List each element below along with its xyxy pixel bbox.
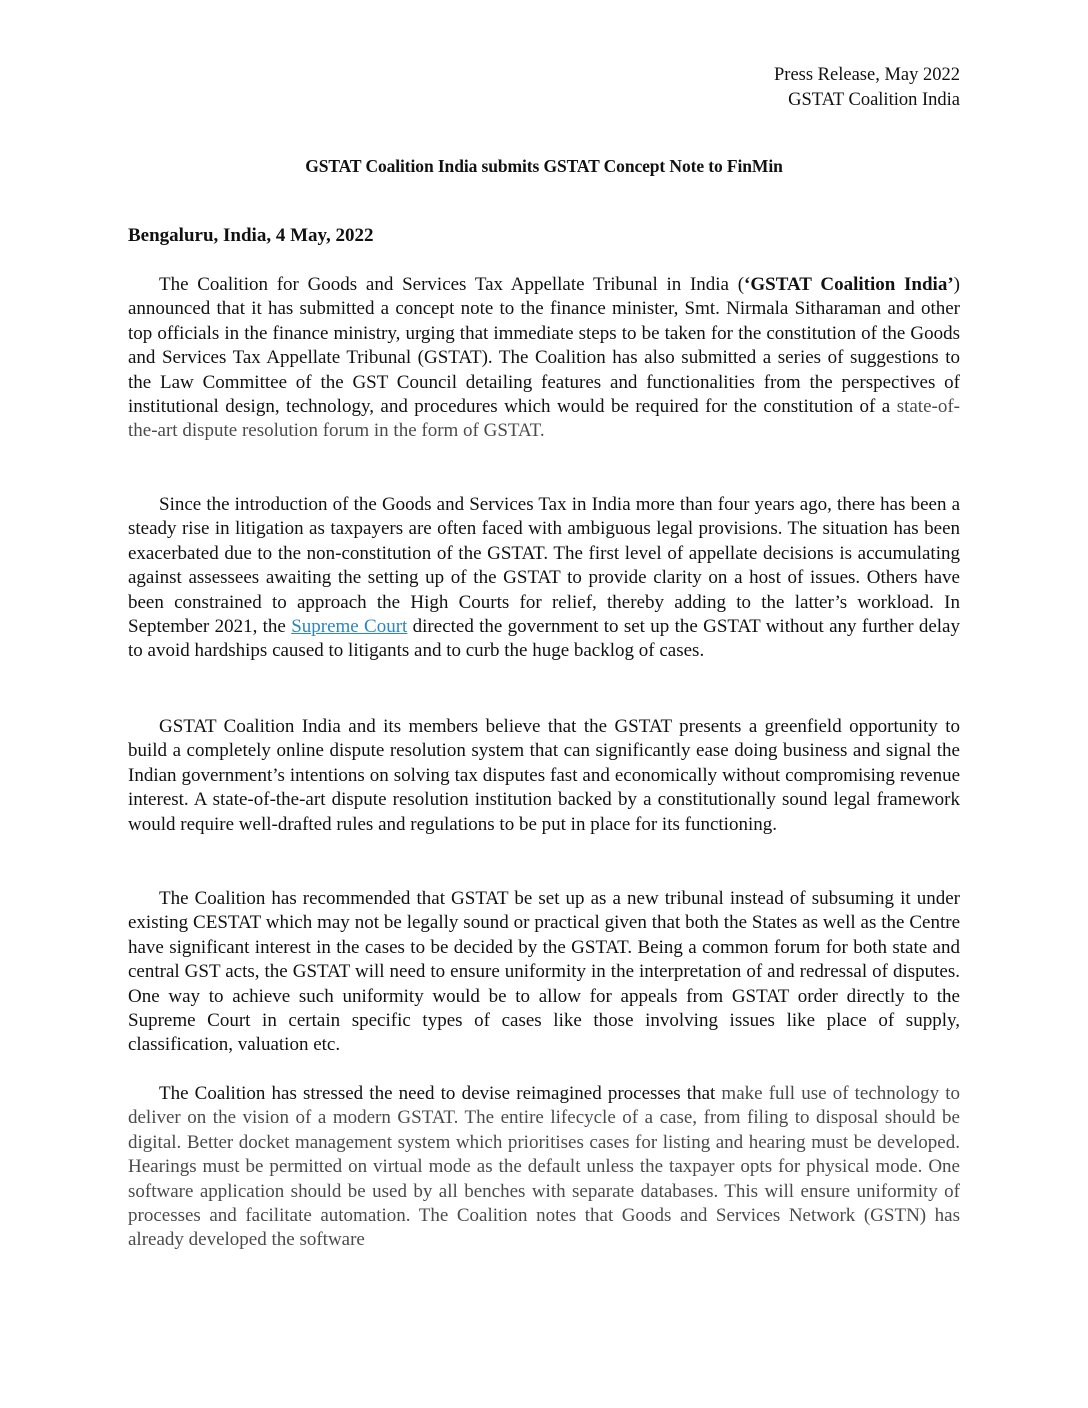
paragraph-2-text-a: Since the introduction of the Goods and Services Tax in India more than four years ago, there has been a steady rise in litigation as taxpayers are often faced with ambiguous legal provisions. The situation has been exacerbated due to the non-constitution of the GSTAT. The first level of appellate decisions is accumulating against assessees awaiting the setting up of the GSTAT to provide clarity on a host of issues. Others have been constrained to approach the High Courts for relief, thereby adding to the latter’s workload. In September 2021, the: [128, 494, 960, 638]
paragraph-5-text-a: The Coalition has stressed the need to devise reimagined processes that: [159, 1083, 722, 1104]
paragraph-4: The Coalition has recommended that GSTAT be set up as a new tribunal instead of subsuming it under existing CESTAT which may not be legally sound or practical given that both the States as well as the Centre have significant interest in the cases to be decided by the GSTAT. Being a common forum for both state and central GST acts, the GSTAT will need to ensure uniformity in the interpretation of and redressal of disputes. One way to achieve such uniformity would be to allow for appeals from GSTAT order directly to the Supreme Court in certain specific types of cases like those involving issues like place of supply, classification, valuation etc.: [128, 888, 960, 1056]
header-organization: GSTAT Coalition India: [788, 90, 960, 110]
paragraph-5-grey-text: make full use of technology to deliver on the vision of a modern GSTAT. The entire lifecycle of a case, from filing to disposal should be digital. Better docket management system which prioritises cases for listing and hearing must be developed. Hearings must be permitted on virtual mode as the default unless the taxpayer opts for physical mode. One software application should be used by all benches with separate databases. This will ensure uniformity of processes and facilitate automation. The Coalition notes that Goods and Services Network (GSTN) has already developed the software: [128, 1083, 960, 1251]
paragraph-1-text-b: ) announced that it has submitted a concept note to the finance minister, Smt. Nirmala Sitharaman and other top officials in the finance ministry, urging that immediate steps to be taken for the constitution of the Goods and Services Tax Appellate Tribunal (GSTAT). The Coalition has also submitted a series of suggestions to the Law Committee of the GST Council detailing features and functionalities from the perspectives of institutional design, technology, and procedures which would be required for the constitution of a: [128, 274, 960, 418]
paragraph-5: [128, 1082, 960, 1253]
document-header: [774, 63, 960, 113]
press-release-title: GSTAT Coalition India submits GSTAT Concept Note to FinMin: [305, 156, 783, 176]
paragraph-2: [128, 493, 960, 664]
paragraph-2-text-b: directed the government to set up the GSTAT without any further delay to avoid hardships caused to litigants and to curb the huge backlog of cases.: [128, 616, 960, 662]
dateline: Bengaluru, India, 4 May, 2022: [128, 225, 374, 246]
paragraph-1-bold: ‘GSTAT Coalition India’: [744, 274, 954, 295]
paragraph-3: GSTAT Coalition India and its members believe that the GSTAT presents a greenfield opportunity to build a completely online dispute resolution system that can significantly ease doing business and signal the Indian government’s intentions on solving tax disputes fast and economically without compromising revenue interest. A state-of-the-art dispute resolution institution backed by a constitutionally sound legal framework would require well-drafted rules and regulations to be put in place for its functioning.: [128, 716, 960, 835]
supreme-court-link[interactable]: Supreme Court: [291, 616, 408, 638]
paragraph-1-text-a: The Coalition for Goods and Services Tax Appellate Tribunal in India (: [159, 274, 745, 295]
paragraph-1: [128, 273, 960, 444]
paragraph-1-grey-text: state-of-the-art dispute resolution forum in the form of GSTAT.: [128, 396, 960, 442]
header-release-date: Press Release, May 2022: [774, 65, 960, 85]
